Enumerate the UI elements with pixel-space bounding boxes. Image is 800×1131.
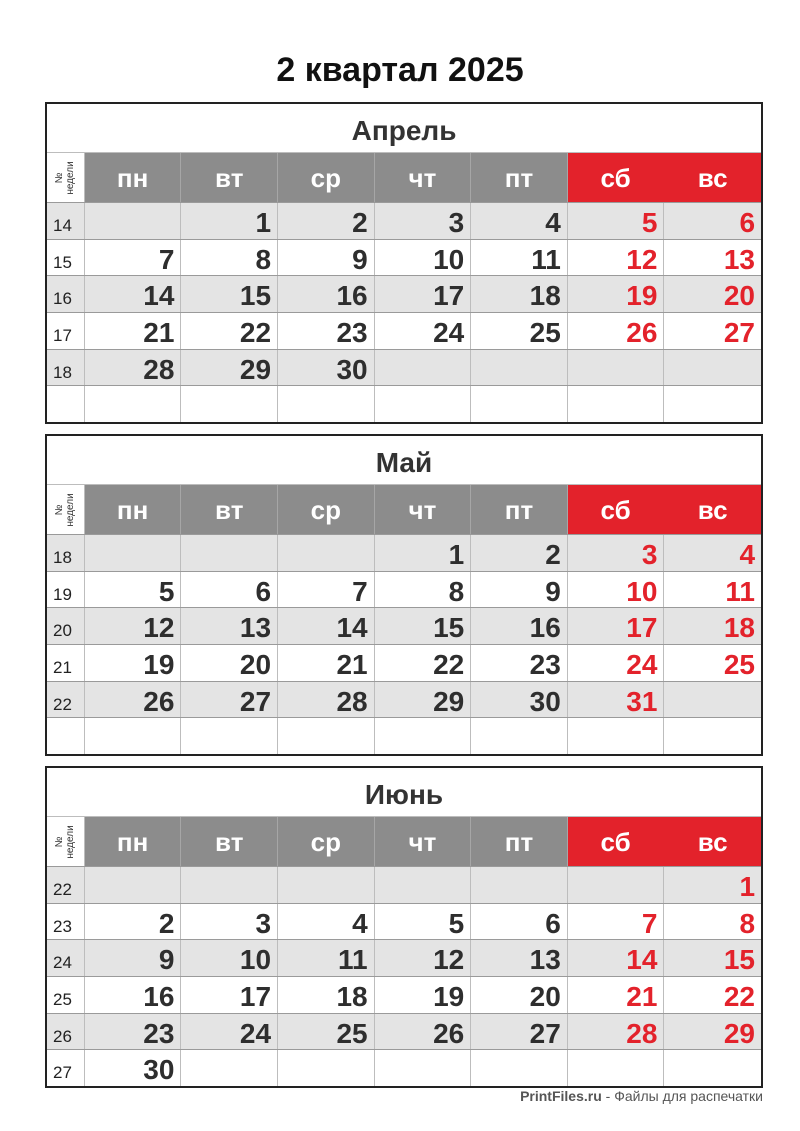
day-cell [568,1050,665,1086]
week-number: 26 [47,1014,85,1050]
day-cell [568,867,665,903]
week-number-label: № недели [54,824,77,859]
day-cell: 12 [85,608,182,644]
day-cell: 15 [723,944,756,976]
day-cell: 15 [375,608,472,644]
week-row [47,534,761,571]
day-cell: 3 [568,535,665,571]
day-cell: 2 [85,904,182,940]
day-cell: 23 [85,1014,182,1050]
footer-site[interactable]: PrintFiles.ru [520,1088,602,1104]
month-name: Июнь [47,768,761,817]
weekday-header: вс [664,485,761,534]
week-number-label: № недели [54,492,77,527]
week-row [47,976,761,1013]
week-number: 23 [47,904,85,940]
day-cell: 26 [85,682,182,718]
day-cell: 4 [739,539,756,570]
day-cell: 1 [181,203,278,239]
day-cell: 25 [278,1014,375,1050]
week-number: 21 [47,645,85,681]
day-cell: 6 [739,207,756,238]
weekday-header: вс [664,817,761,866]
day-cell [278,1050,375,1086]
day-cell: 24 [181,1014,278,1050]
day-cell [181,535,278,571]
day-cell: 29 [375,682,472,718]
day-cell: 2 [278,203,375,239]
day-cell: 21 [85,313,182,349]
day-cell: 22 [723,981,756,1013]
day-cell: 30 [85,1050,182,1086]
weekday-header: пн [85,485,182,534]
day-cell: 5 [568,203,665,239]
day-cell: 2 [471,535,568,571]
page-title: 2 квартал 2025 [276,51,524,89]
day-cell [85,203,182,239]
week-row [47,1049,761,1086]
day-cell: 24 [375,313,472,349]
day-cell [181,1050,278,1086]
day-cell: 16 [471,608,568,644]
weekday-header: чт [375,153,472,202]
week-row [47,571,761,608]
day-cell [664,682,761,718]
week-row [47,939,761,976]
day-cell: 12 [375,940,472,976]
week-row [47,1013,761,1050]
weekday-header: чт [375,485,472,534]
day-cell [664,718,761,754]
day-cell: 12 [568,240,665,276]
day-cell [278,718,375,754]
day-cell: 25 [471,313,568,349]
month-block [45,434,763,756]
week-number: 17 [47,313,85,349]
day-cell: 27 [181,682,278,718]
weekday-header: сб [568,817,665,866]
day-cell: 22 [375,645,472,681]
weekday-header: вт [181,485,278,534]
day-cell [375,1050,472,1086]
week-row [47,312,761,349]
footer [520,1088,763,1104]
day-cell [471,867,568,903]
day-cell: 4 [471,203,568,239]
day-cell: 26 [568,313,665,349]
week-number: 14 [47,203,85,239]
day-cell: 13 [723,243,756,275]
day-cell: 26 [375,1014,472,1050]
week-number: 18 [47,535,85,571]
day-cell: 8 [739,907,756,939]
weekday-header: вт [181,817,278,866]
weekday-header: пн [85,153,182,202]
day-cell: 29 [723,1017,756,1049]
month-block [45,766,763,1088]
day-cell: 13 [181,608,278,644]
day-cell [471,350,568,386]
week-number [47,386,85,422]
day-cell: 9 [278,240,375,276]
day-cell: 19 [375,977,472,1013]
week-row [47,385,761,422]
day-cell: 30 [471,682,568,718]
day-cell: 17 [181,977,278,1013]
day-cell: 29 [181,350,278,386]
week-row [47,644,761,681]
weekday-header: пн [85,817,182,866]
day-cell [85,718,182,754]
day-cell: 7 [568,904,665,940]
week-number: 22 [47,867,85,903]
day-cell [664,1050,761,1086]
day-cell: 28 [568,1014,665,1050]
day-cell: 14 [278,608,375,644]
day-cell: 8 [181,240,278,276]
day-cell: 15 [181,276,278,312]
day-cell: 4 [278,904,375,940]
day-cell: 14 [85,276,182,312]
day-cell: 16 [278,276,375,312]
day-cell: 16 [85,977,182,1013]
day-cell: 1 [739,871,756,902]
month-block [45,102,763,424]
day-cell [375,867,472,903]
week-row [47,903,761,940]
week-number: 19 [47,572,85,608]
day-cell [568,386,665,422]
weekday-header: сб [568,485,665,534]
day-cell: 20 [181,645,278,681]
week-number: 25 [47,977,85,1013]
day-cell: 3 [181,904,278,940]
day-cell: 19 [85,645,182,681]
day-cell: 20 [723,280,756,312]
day-cell [568,718,665,754]
day-cell: 11 [278,940,375,976]
day-cell: 10 [181,940,278,976]
day-cell: 5 [375,904,472,940]
day-cell: 31 [568,682,665,718]
day-cell: 20 [471,977,568,1013]
day-cell: 14 [568,940,665,976]
weekday-header: вт [181,153,278,202]
day-cell: 6 [471,904,568,940]
day-cell [375,350,472,386]
day-cell [85,386,182,422]
week-number: 22 [47,682,85,718]
week-number-header [47,153,85,202]
weekday-header-row [47,153,761,202]
footer-text: - Файлы для распечатки [601,1088,763,1104]
day-cell [471,386,568,422]
day-cell: 8 [375,572,472,608]
day-cell: 11 [471,240,568,276]
day-cell: 3 [375,203,472,239]
day-cell: 13 [471,940,568,976]
day-cell [181,867,278,903]
week-row [47,202,761,239]
day-cell [375,718,472,754]
day-cell [181,386,278,422]
day-cell: 23 [278,313,375,349]
day-cell: 21 [278,645,375,681]
day-cell: 9 [471,572,568,608]
day-cell: 22 [181,313,278,349]
day-cell: 6 [181,572,278,608]
day-cell: 18 [471,276,568,312]
week-number-header [47,817,85,866]
week-number: 16 [47,276,85,312]
day-cell [85,535,182,571]
day-cell: 28 [278,682,375,718]
weekday-header: вс [664,153,761,202]
day-cell [278,867,375,903]
weekday-header: ср [278,153,375,202]
weekday-header: пт [471,817,568,866]
day-cell [664,350,761,386]
weekday-header: ср [278,485,375,534]
month-name: Май [47,436,761,485]
weekday-header: пт [471,153,568,202]
weekday-header: пт [471,485,568,534]
week-row [47,866,761,903]
day-cell: 19 [568,276,665,312]
day-cell: 21 [568,977,665,1013]
day-cell [568,350,665,386]
day-cell: 5 [85,572,182,608]
week-number: 20 [47,608,85,644]
week-number: 18 [47,350,85,386]
week-row [47,607,761,644]
day-cell: 25 [723,649,756,681]
day-cell [375,386,472,422]
week-number: 15 [47,240,85,276]
day-cell: 27 [471,1014,568,1050]
day-cell: 18 [278,977,375,1013]
day-cell: 27 [723,317,756,349]
day-cell: 7 [278,572,375,608]
weekday-header-row [47,817,761,866]
day-cell: 17 [568,608,665,644]
day-cell [471,1050,568,1086]
day-cell: 28 [85,350,182,386]
weekday-header-row [47,485,761,534]
day-cell: 17 [375,276,472,312]
day-cell: 10 [375,240,472,276]
day-cell [664,386,761,422]
week-number: 27 [47,1050,85,1086]
week-row [47,349,761,386]
day-cell: 23 [471,645,568,681]
week-row [47,717,761,754]
week-number-label: № недели [54,160,77,195]
week-number [47,718,85,754]
week-row [47,239,761,276]
weekday-header: ср [278,817,375,866]
day-cell [471,718,568,754]
day-cell: 30 [278,350,375,386]
day-cell: 24 [568,645,665,681]
day-cell [278,386,375,422]
month-name: Апрель [47,104,761,153]
day-cell: 7 [85,240,182,276]
weekday-header: сб [568,153,665,202]
week-row [47,681,761,718]
week-number-header [47,485,85,534]
week-number: 24 [47,940,85,976]
day-cell: 18 [723,612,756,644]
day-cell [278,535,375,571]
week-row [47,275,761,312]
day-cell [181,718,278,754]
day-cell: 1 [375,535,472,571]
day-cell: 10 [568,572,665,608]
day-cell [85,867,182,903]
weekday-header: чт [375,817,472,866]
day-cell: 9 [85,940,182,976]
day-cell: 11 [725,575,756,607]
